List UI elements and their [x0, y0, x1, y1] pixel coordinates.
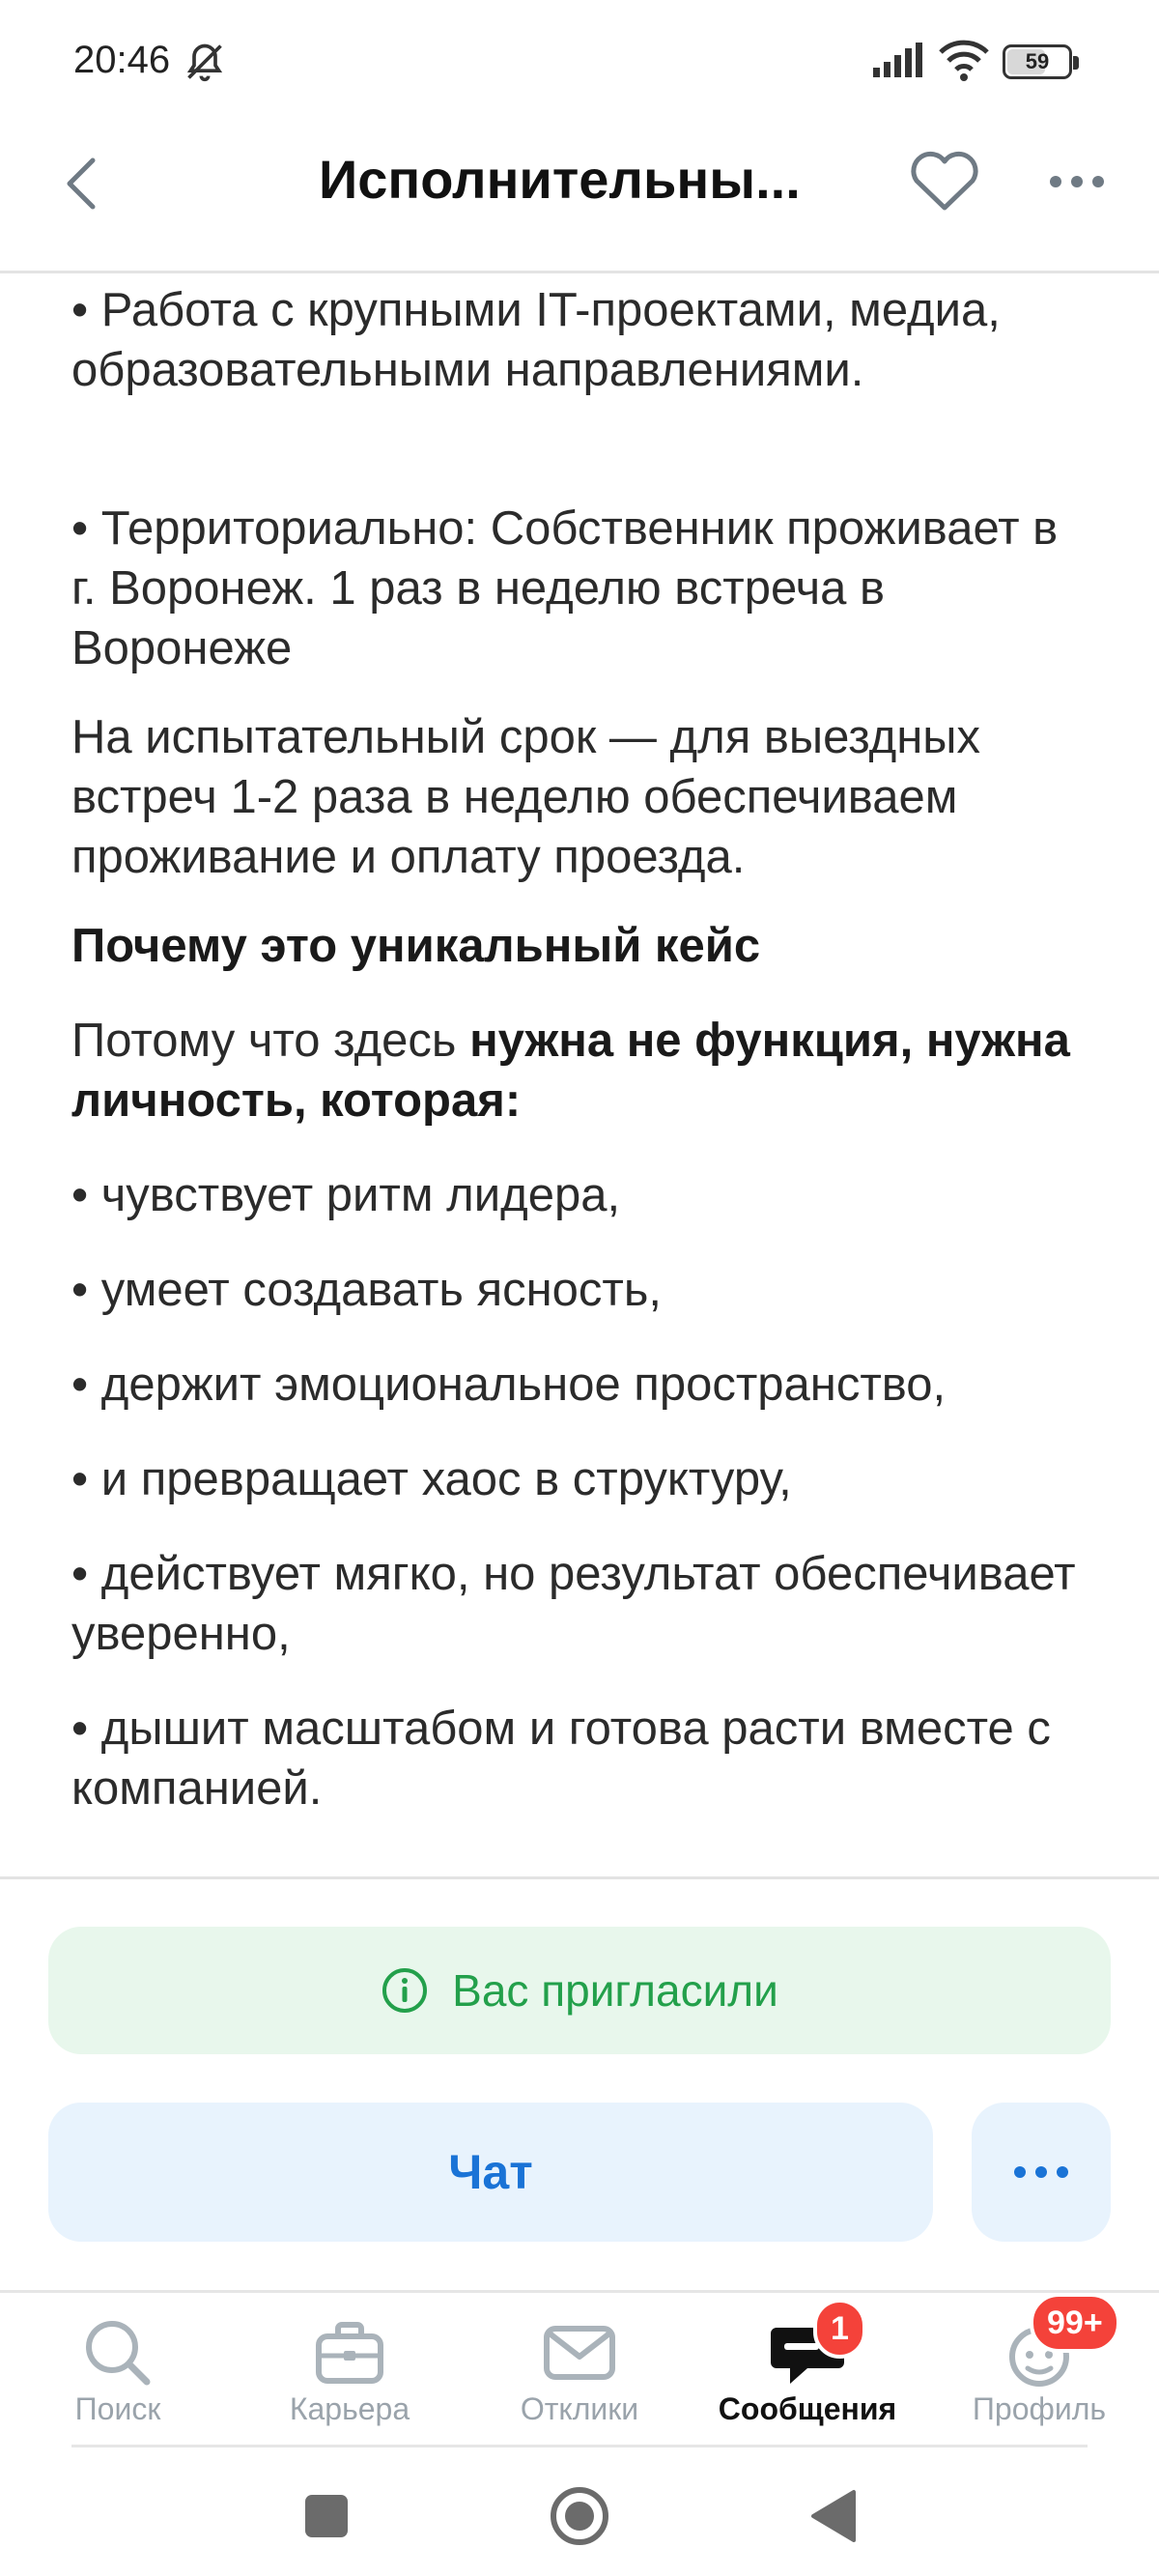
- invited-status-banner: [48, 1927, 1111, 2054]
- search-icon: [81, 2316, 155, 2390]
- list-item: • чувствует ритм лидера,: [71, 1169, 621, 1221]
- why-prefix: Потому что здесь: [71, 1015, 470, 1067]
- bell-off-icon: [184, 41, 226, 88]
- info-icon: [381, 1966, 429, 2015]
- list-item: • действует мягко, но результат обеспечивает уверенно,: [71, 1548, 1076, 1660]
- status-time: 20:46: [73, 39, 171, 81]
- divider: [0, 1876, 1159, 1879]
- chat-button[interactable]: Чат: [48, 2103, 933, 2242]
- nav-label: Сообщения: [718, 2391, 897, 2426]
- why-bold: нужна не функция, нужна личность, которая:: [71, 1015, 1070, 1127]
- back-button[interactable]: [50, 137, 112, 230]
- square-icon: [303, 2493, 350, 2539]
- profile-badge: 99+: [1030, 2293, 1120, 2353]
- more-options-button[interactable]: [1038, 135, 1116, 228]
- mail-icon: [542, 2324, 617, 2382]
- nav-item-career[interactable]: [253, 2293, 446, 2447]
- top-app-bar: [0, 116, 1159, 273]
- nav-label: Отклики: [520, 2391, 639, 2426]
- list-item: • и превращает хаос в структуру,: [71, 1453, 792, 1505]
- bottom-navigation: [0, 2290, 1159, 2447]
- page-title: Исполнительны...: [319, 149, 801, 210]
- chevron-left-icon: [62, 155, 100, 213]
- section-heading: Почему это уникальный кейс: [71, 920, 761, 972]
- paragraph-location: • Территориально: Собственник проживает в г. Воронеж. 1 раз в неделю встреча в Воронеже: [71, 502, 1059, 674]
- paragraph-probation: На испытательный срок — для выездных встреч 1-2 раза в неделю обеспечиваем проживание и оплату проезда.: [71, 711, 981, 883]
- list-item: • держит эмоциональное пространство,: [71, 1359, 947, 1411]
- list-item: • умеет создавать ясность,: [71, 1264, 662, 1316]
- paragraph-it-projects: • Работа с крупными IT-проектами, медиа, образовательными направлениями.: [71, 284, 1001, 396]
- nav-label: Профиль: [972, 2391, 1107, 2426]
- divider: [71, 2445, 1088, 2447]
- nav-item-messages[interactable]: [711, 2293, 904, 2447]
- invited-label: Вас пригласили: [452, 1965, 778, 2016]
- more-horizontal-icon: [1048, 174, 1106, 189]
- nav-label: Поиск: [74, 2391, 161, 2426]
- signal-icon: [873, 43, 927, 82]
- status-bar: [0, 0, 1159, 126]
- more-horizontal-icon: [1012, 2165, 1070, 2179]
- circle-icon: [549, 2485, 610, 2547]
- nav-item-search[interactable]: [21, 2293, 214, 2447]
- home-button[interactable]: [541, 2477, 618, 2555]
- triangle-back-icon: [807, 2488, 858, 2544]
- messages-badge: 1: [813, 2299, 866, 2359]
- favorite-button[interactable]: [903, 133, 986, 230]
- nav-item-profile[interactable]: [943, 2293, 1136, 2447]
- battery-percent: 59: [1025, 49, 1050, 73]
- paragraph-why: [71, 1011, 1095, 1131]
- nav-label: Карьера: [289, 2391, 410, 2426]
- actions-more-button[interactable]: [972, 2103, 1111, 2242]
- heart-icon: [908, 150, 981, 214]
- system-navigation: [0, 2445, 1159, 2576]
- list-item: • дышит масштабом и готова расти вместе с компанией.: [71, 1703, 1051, 1815]
- briefcase-icon: [313, 2319, 386, 2387]
- back-nav-button[interactable]: [794, 2477, 871, 2555]
- recents-button[interactable]: [288, 2477, 365, 2555]
- wifi-icon: [937, 39, 991, 86]
- nav-item-responses[interactable]: [483, 2293, 676, 2447]
- battery-icon: [1003, 44, 1072, 79]
